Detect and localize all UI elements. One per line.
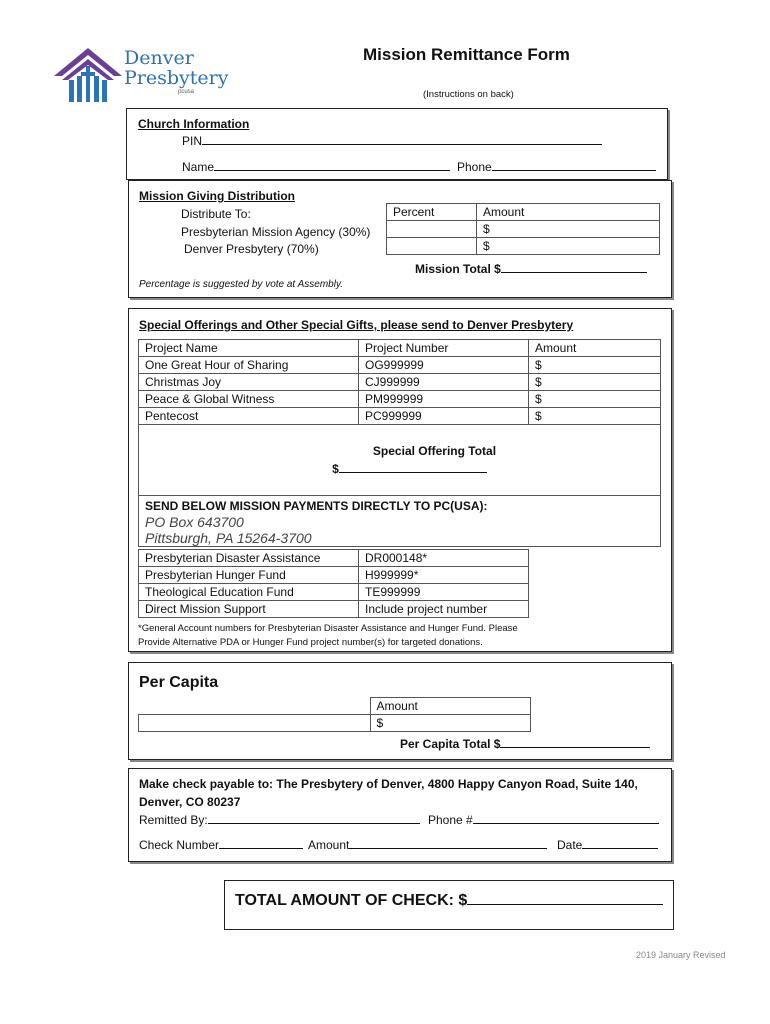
logo-line1: Denver [124,47,194,69]
project-name: Peace & Global Witness [139,391,359,408]
direct-payments-table [138,549,529,618]
send-directly-cell [139,496,661,547]
footnote-line1: *General Account numbers for Presbyterian Disaster Assistance and Hunger Fund. Please [138,623,518,634]
col-project-number: Project Number [359,340,529,357]
phone-label: Phone [457,160,492,174]
per-capita-total-label: Per Capita Total $ [400,737,501,751]
date-label: Date [557,838,583,852]
name-label: Name [182,160,215,174]
fund-number: Include project number [359,601,529,618]
amount-cell[interactable]: $ [529,374,661,391]
percent-cell[interactable] [387,238,477,255]
church-info-heading: Church Information [138,117,250,131]
special-total-field[interactable] [159,460,660,478]
distribution-table [386,203,660,255]
col-amount: Amount [370,698,531,715]
instructions-note: (Instructions on back) [423,89,514,100]
per-capita-table [138,697,531,732]
project-number: PM999999 [359,391,529,408]
total-check-section [224,880,674,930]
per-capita-total-field[interactable] [400,736,650,751]
logo-line2: Presbytery [124,67,229,89]
remitted-by-label: Remitted By: [139,813,208,827]
special-offerings-heading: Special Offerings and Other Special Gifts, please send to Denver Presbytery [139,318,574,332]
mission-giving-section [128,180,672,298]
payable-line1: Make check payable to: The Presbytery of Denver, 4800 Happy Canyon Road, Suite 140, [139,777,638,791]
footnote-line2: Provide Alternative PDA or Hunger Fund project number(s) for targeted donations. [138,637,483,648]
mission-total-label: Mission Total $ [415,262,501,276]
phone-number-field[interactable] [428,812,659,827]
project-number: OG999999 [359,357,529,374]
presbytery-logo-icon [52,46,124,104]
table-row [139,374,661,391]
page-title: Mission Remittance Form [363,45,570,64]
table-row [139,601,529,618]
col-amount: Amount [529,340,661,357]
pin-field[interactable] [182,133,602,148]
phone-field[interactable] [457,159,656,174]
mission-total-field[interactable] [415,261,647,276]
total-check-field[interactable] [235,890,663,910]
per-capita-blank-cell[interactable] [139,715,371,732]
address-line2: Pittsburgh, PA 15264-3700 [145,530,312,546]
date-field[interactable] [557,837,658,852]
col-project-name: Project Name [139,340,359,357]
amount-cell[interactable]: $ [477,238,660,255]
logo [52,46,229,104]
table-row [139,408,661,425]
table-row [139,567,529,584]
check-number-label: Check Number [139,838,220,852]
fund-name: Presbyterian Hunger Fund [139,567,359,584]
special-offerings-table [138,339,661,547]
project-name: Pentecost [139,408,359,425]
amount-cell[interactable]: $ [477,221,660,238]
check-number-field[interactable] [139,837,303,852]
col-percent: Percent [387,204,477,221]
amount-field[interactable] [308,837,547,852]
distribution-item: Denver Presbytery (70%) [184,242,319,256]
phone-number-label: Phone # [428,813,473,827]
fund-name: Theological Education Fund [139,584,359,601]
remitted-by-field[interactable] [139,812,420,827]
logo-line3: pcusa [178,89,195,95]
fund-number: TE999999 [359,584,529,601]
fund-number: H999999* [359,567,529,584]
fund-number: DR000148* [359,550,529,567]
payable-section [128,768,672,862]
per-capita-section [128,662,672,760]
amount-cell[interactable]: $ [529,357,661,374]
fund-name: Presbyterian Disaster Assistance [139,550,359,567]
project-number: PC999999 [359,408,529,425]
project-name: Christmas Joy [139,374,359,391]
per-capita-heading: Per Capita [139,674,219,691]
table-row [139,357,661,374]
pin-label: PIN [182,134,203,148]
name-field[interactable] [182,159,450,174]
project-name: One Great Hour of Sharing [139,357,359,374]
table-row [139,391,661,408]
church-info-section [126,108,668,180]
special-offerings-section [128,308,672,652]
special-total-dollar: $ [332,462,339,476]
amount-label: Amount [308,838,350,852]
project-number: CJ999999 [359,374,529,391]
amount-cell[interactable]: $ [370,715,531,732]
amount-cell[interactable]: $ [529,408,661,425]
assembly-note: Percentage is suggested by vote at Assembly. [139,279,343,290]
special-total-cell [139,425,661,496]
percent-cell[interactable] [387,221,477,238]
total-check-label: TOTAL AMOUNT OF CHECK: $ [235,892,468,909]
special-total-label: Special Offering Total [372,444,497,458]
distribution-item: Presbyterian Mission Agency (30%) [181,225,371,239]
fund-name: Direct Mission Support [139,601,359,618]
revised-date: 2019 January Revised [636,950,726,960]
table-row [139,584,529,601]
amount-cell[interactable]: $ [529,391,661,408]
mission-giving-heading: Mission Giving Distribution [139,189,295,203]
payable-line2: Denver, CO 80237 [139,795,241,809]
address-line1: PO Box 643700 [145,514,244,530]
distribute-to-label: Distribute To: [181,207,251,221]
send-directly-heading: SEND BELOW MISSION PAYMENTS DIRECTLY TO PC(USA): [145,499,488,513]
table-row [139,550,529,567]
col-amount: Amount [477,204,660,221]
